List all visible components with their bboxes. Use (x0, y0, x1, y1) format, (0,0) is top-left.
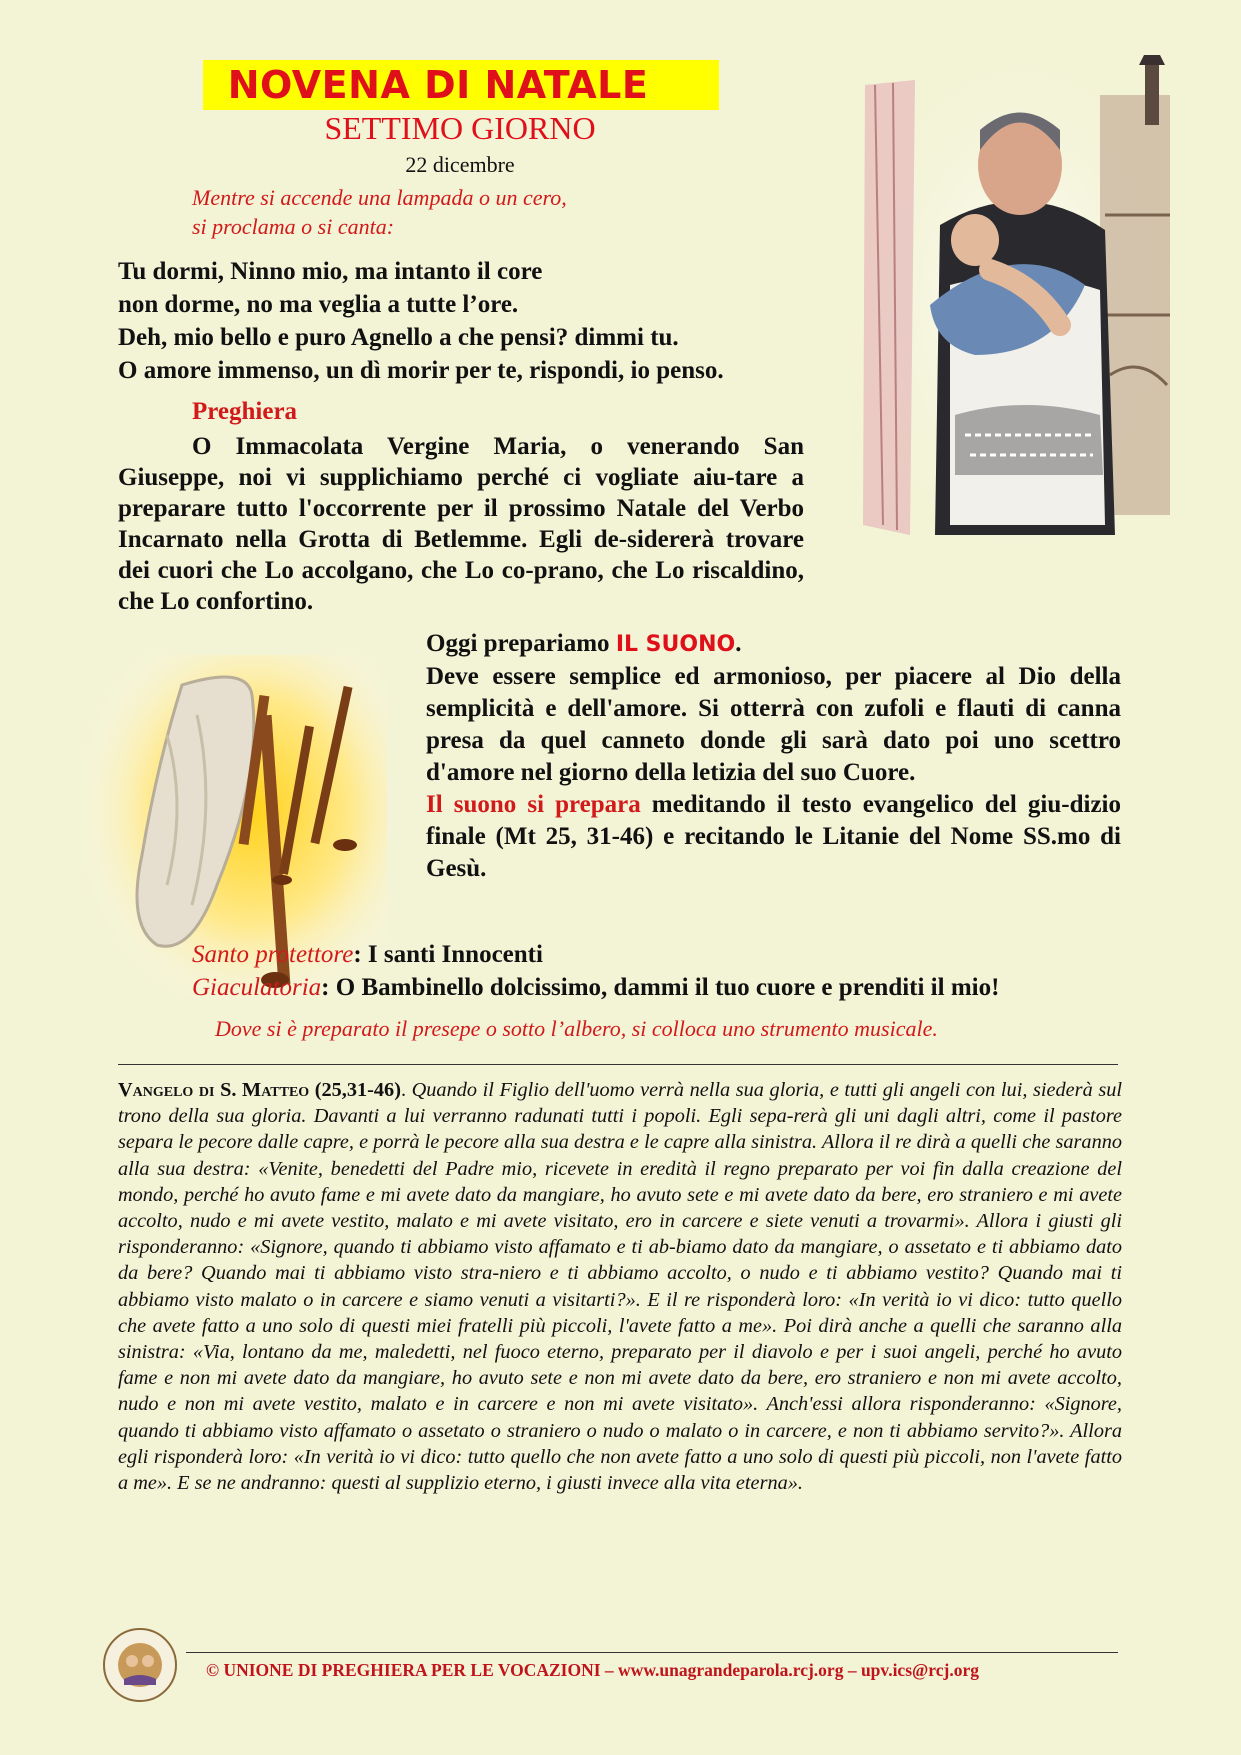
instrument-note: Dove si è preparato il presepe o sotto l’albero, si colloca uno strumento musicale. (215, 1016, 938, 1041)
giaculatoria-label: Giaculatoria (192, 974, 322, 1001)
footer-text: © UNIONE DI PREGHIERA PER LE VOCAZIONI – www.unagrandeparola.rcj.org – upv.ics@rcj.org (206, 1660, 979, 1680)
canto-line: non dorme, no ma veglia a tutte l’ore. (118, 291, 519, 318)
footer-divider (186, 1652, 1118, 1653)
suono-prep-keyword: Il suono si prepara (426, 791, 641, 818)
instruction-line: Mentre si accende una lampada o un cero, (192, 185, 567, 210)
suono-text: Deve essere semplice ed armonioso, per piacere al Dio della semplicità e dell'amore. Si otterrà con zufoli e flauti di canna presa da quel canneto donde gli sarà dato poi uno scettro d'amore nel giorno della letizia del suo Cuore. (426, 663, 1121, 786)
suono-intro (426, 628, 1121, 661)
canto-line: Deh, mio bello e puro Agnello a che pensi? dimmi tu. (118, 324, 679, 351)
suono-prep-text: meditando il testo evangelico del giu-dizio finale (Mt 25, 31-46) e recitando le Litanie del Nome SS.mo di Gesù. (426, 791, 1121, 882)
suono-prep (426, 789, 1121, 885)
page-title: NOVENA DI NATALE (227, 63, 649, 107)
page-subtitle: SETTIMO GIORNO (324, 110, 596, 146)
suono-intro-suffix: . (735, 630, 742, 657)
santo-value: I santi Innocenti (367, 941, 543, 968)
suono-intro-prefix: Oggi prepariamo (426, 630, 616, 657)
instruction-line: si proclama o si canta: (192, 214, 395, 239)
santo-label: Santo protettore (192, 941, 354, 968)
canto-line: Tu dormi, Ninno mio, ma intanto il core (118, 258, 543, 285)
vangelo-body: Quando il Figlio dell'uomo verrà nella sua gloria, e tutti gli angeli con lui, siederà sul trono della sua gloria. Davanti a lui verranno radunati tutti i popoli. Egli sepa-rerà gli uni dagli altri, come il pastore separa le pecore dalle capre, e porrà le pecore alla sua destra e le capre alla sinistra. Allora il re dirà a quelli che saranno alla sua destra: «Venite, benedetti del Padre mio, ricevete in eredità il regno preparato per voi fin dalla creazione del mondo, perché ho avuto fame e mi avete dato da mangiare, ho avuto sete e mi avete dato da bere, ero straniero e mi avete accolto, nudo e mi avete vestito, malato e mi avete visitato, ero in carcere e siete venuti a trovarmi». Allora i giusti gli risponderanno: «Signore, quando ti abbiamo visto affamato e ti ab-biamo dato da mangiare, o assetato e ti abbiamo dato da bere? Quando mai ti abbiamo visto stra-niero e ti abbiamo accolto, o nudo e ti abbiamo vestito? Quando mai ti abbiamo visto malato o in carcere e siamo venuti a visitarti?». E il re risponderà loro: «In verità io vi dico: tutto quello che avete fatto a uno solo di questi miei fratelli più piccoli, l'avete fatto a me». Poi dirà anche a quelli che saranno alla sinistra: «Via, lontano da me, maledetti, nel fuoco eterno, preparato per il diavolo e per i suoi angeli, perché ho avuto fame e non mi avete dato da mangiare, ho avuto sete e non mi avete dato da bere, ero straniero e non mi avete accolto, nudo e non mi avete vestito, malato e in carcere e non mi avete visitato». Anch'essi allora risponderanno: «Signore, quando ti abbiamo visto affamato o assetato o straniero o nudo o malato o in carcere, e non ti abbiamo servito?». Allora egli risponderà loro: «In verità io vi dico: tutto quello che non avete fatto a uno solo di questi più piccoli, non l'avete fatto a me». E se ne andranno: questi al supplizio eterno, i giusti invece alla vita eterna». (118, 1079, 1122, 1495)
giaculatoria: Giaculatoria: O Bambinello dolcissimo, dammi il tuo cuore e prenditi il mio! (192, 974, 1000, 1001)
canto-verse (118, 255, 818, 387)
preghiera-heading: Preghiera (192, 398, 298, 425)
upv-logo (102, 1627, 178, 1703)
suono-keyword: IL SUONO (615, 632, 736, 657)
santo-giaculatoria (192, 938, 1132, 1004)
priest-with-child-illustration (855, 55, 1185, 555)
vangelo-heading: Vangelo di S. Matteo (25,31-46) (118, 1079, 401, 1101)
preghiera-text: O Immacolata Vergine Maria, o venerando San Giuseppe, noi vi supplichiamo perché ci vogliate aiu-tare a preparare tutto l'occorrente per il prossimo Natale del Verbo Incarnato nella Grotta di Betlemme. Egli de-sidererà trovare dei cuori che Lo accolgano, che Lo co-prano, che Lo riscaldino, che Lo confortino. (118, 433, 804, 615)
santo-protettore: Santo protettore: I santi Innocenti (192, 941, 543, 968)
divider (118, 1064, 1118, 1065)
instruction-text (192, 183, 612, 241)
giaculatoria-value: O Bambinello dolcissimo, dammi il tuo cuore e prenditi il mio! (335, 974, 1000, 1001)
suono-section (426, 628, 1121, 885)
date-label: 22 dicembre (405, 152, 515, 177)
vangelo-text: Vangelo di S. Matteo (25,31-46). Quando il Figlio dell'uomo verrà nella sua gloria, e tutti gli angeli con lui, siederà sul trono della sua gloria. Davanti a lui verranno radunati tutti i popoli. Egli sepa-rerà gli uni dagli altri, come il pastore separa le pecore dalle capre, e porrà le pecore alla sua destra e le capre alla sinistra. Allora il re dirà a quelli che saranno alla sua destra: «Venite, benedetti del Padre mio, ricevete in eredità il regno preparato per voi fin dalla creazione del mondo, perché ho avuto fame e mi avete dato da mangiare, ho avuto sete e mi avete dato da bere, ero straniero e mi avete accolto, nudo e mi avete vestito, malato e mi avete visitato, ero in carcere e siete venuti a trovarmi». Allora i giusti gli risponderanno: «Signore, quando ti abbiamo visto affamato e ti ab-biamo dato da mangiare, o assetato e ti abbiamo dato da bere? Quando mai ti abbiamo visto stra-niero e ti abbiamo accolto, o nudo e ti abbiamo vestito? Quando mai ti abbiamo visto malato o in carcere e siamo venuti a visitarti?». E il re risponderà loro: «In verità io vi dico: tutto quello che avete fatto a uno solo di questi miei fratelli più piccoli, l'avete fatto a me». Poi dirà anche a quelli che saranno alla sinistra: «Via, lontano da me, maledetti, nel fuoco eterno, preparato per il diavolo e per i suoi angeli, perché ho avuto fame e non mi avete dato da mangiare, ho avuto sete e non mi avete dato da bere, ero straniero e non mi avete accolto, nudo e non mi avete vestito, malato e in carcere e non mi avete visitato». Anch'essi allora risponderanno: «Signore, quando ti abbiamo visto affamato o assetato o straniero o nudo o malato o in carcere, e non ti abbiamo servito?». Allora egli risponderà loro: «In verità io vi dico: tutto quello che non avete fatto a uno solo di questi più piccoli, non l'avete fatto a me». E se ne andranno: questi al supplizio eterno, i giusti invece alla vita eterna». (118, 1079, 1122, 1495)
canto-line: O amore immenso, un dì morir per te, rispondi, io penso. (118, 357, 724, 384)
